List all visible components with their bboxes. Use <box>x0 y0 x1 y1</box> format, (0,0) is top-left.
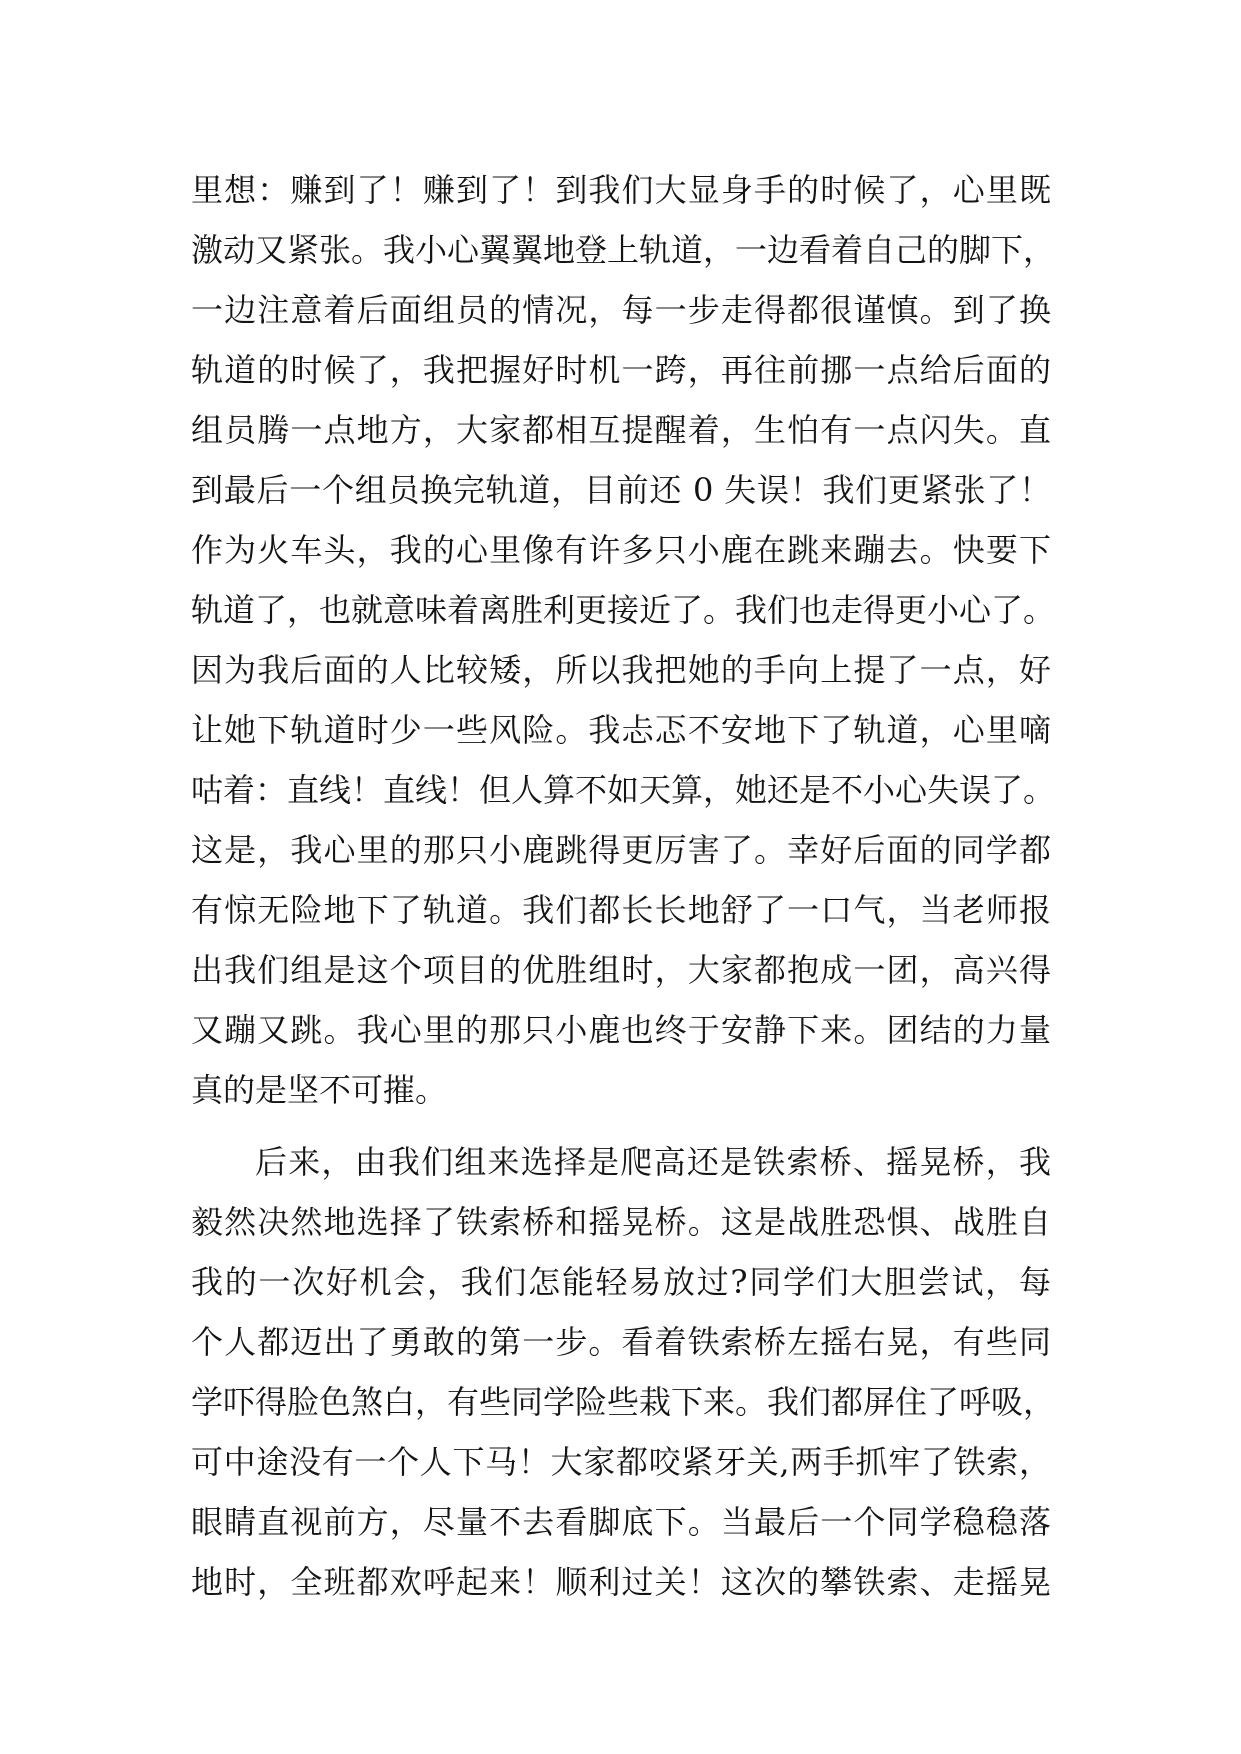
text-line: 个人都迈出了勇敢的第一步。看着铁索桥左摇右晃，有些同 <box>191 1323 1051 1361</box>
text-line-last: 真的是坚不可摧。 <box>191 1071 448 1109</box>
text-line: 又蹦又跳。我心里的那只小鹿也终于安静下来。团结的力量 <box>191 1011 1051 1049</box>
paragraph-1 <box>191 160 1056 1120</box>
document-body <box>191 160 1056 1612</box>
text-line: 组员腾一点地方，大家都相互提醒着，生怕有一点闪失。直 <box>191 411 1051 449</box>
text-line: 咕着：直线！直线！但人算不如天算，她还是不小心失误了。 <box>191 771 1056 809</box>
text-line: 一边注意着后面组员的情况，每一步走得都很谨慎。到了换 <box>191 291 1051 329</box>
text-line: 轨道的时候了，我把握好时机一跨，再往前挪一点给后面的 <box>191 351 1051 389</box>
text-line: 里想：赚到了！赚到了！到我们大显身手的时候了，心里既 <box>191 171 1051 209</box>
paragraph-gap <box>191 1120 1051 1132</box>
text-line: 这是，我心里的那只小鹿跳得更厉害了。幸好后面的同学都 <box>191 831 1051 869</box>
text-line: 轨道了，也就意味着离胜利更接近了。我们也走得更小心了。 <box>191 591 1056 629</box>
text-line: 可中途没有一个人下马！大家都咬紧牙关,两手抓牢了铁索， <box>191 1443 1051 1481</box>
text-line: 有惊无险地下了轨道。我们都长长地舒了一口气，当老师报 <box>191 891 1051 929</box>
paragraph-2 <box>191 1132 1056 1612</box>
text-line: 毅然决然地选择了铁索桥和摇晃桥。这是战胜恐惧、战胜自 <box>191 1203 1051 1241</box>
text-line: 激动又紧张。我小心翼翼地登上轨道，一边看着自己的脚下， <box>191 231 1056 269</box>
text-line: 地时，全班都欢呼起来！顺利过关！这次的攀铁索、走摇晃 <box>191 1563 1051 1601</box>
text-line: 让她下轨道时少一些风险。我忐忑不安地下了轨道，心里嘀 <box>191 711 1051 749</box>
text-line: 因为我后面的人比较矮，所以我把她的手向上提了一点，好 <box>191 651 1051 689</box>
text-line: 出我们组是这个项目的优胜组时，大家都抱成一团，高兴得 <box>191 951 1051 989</box>
text-line: 到最后一个组员换完轨道，目前还 0 失误！我们更紧张了！ <box>191 471 1051 509</box>
text-line-indented: 后来，由我们组来选择是爬高还是铁索桥、摇晃桥，我 <box>255 1143 1051 1181</box>
text-line: 我的一次好机会，我们怎能轻易放过?同学们大胆尝试，每 <box>191 1263 1051 1301</box>
text-line: 作为火车头，我的心里像有许多只小鹿在跳来蹦去。快要下 <box>191 531 1051 569</box>
text-line: 学吓得脸色煞白，有些同学险些栽下来。我们都屏住了呼吸， <box>191 1383 1056 1421</box>
text-line: 眼睛直视前方，尽量不去看脚底下。当最后一个同学稳稳落 <box>191 1503 1051 1541</box>
